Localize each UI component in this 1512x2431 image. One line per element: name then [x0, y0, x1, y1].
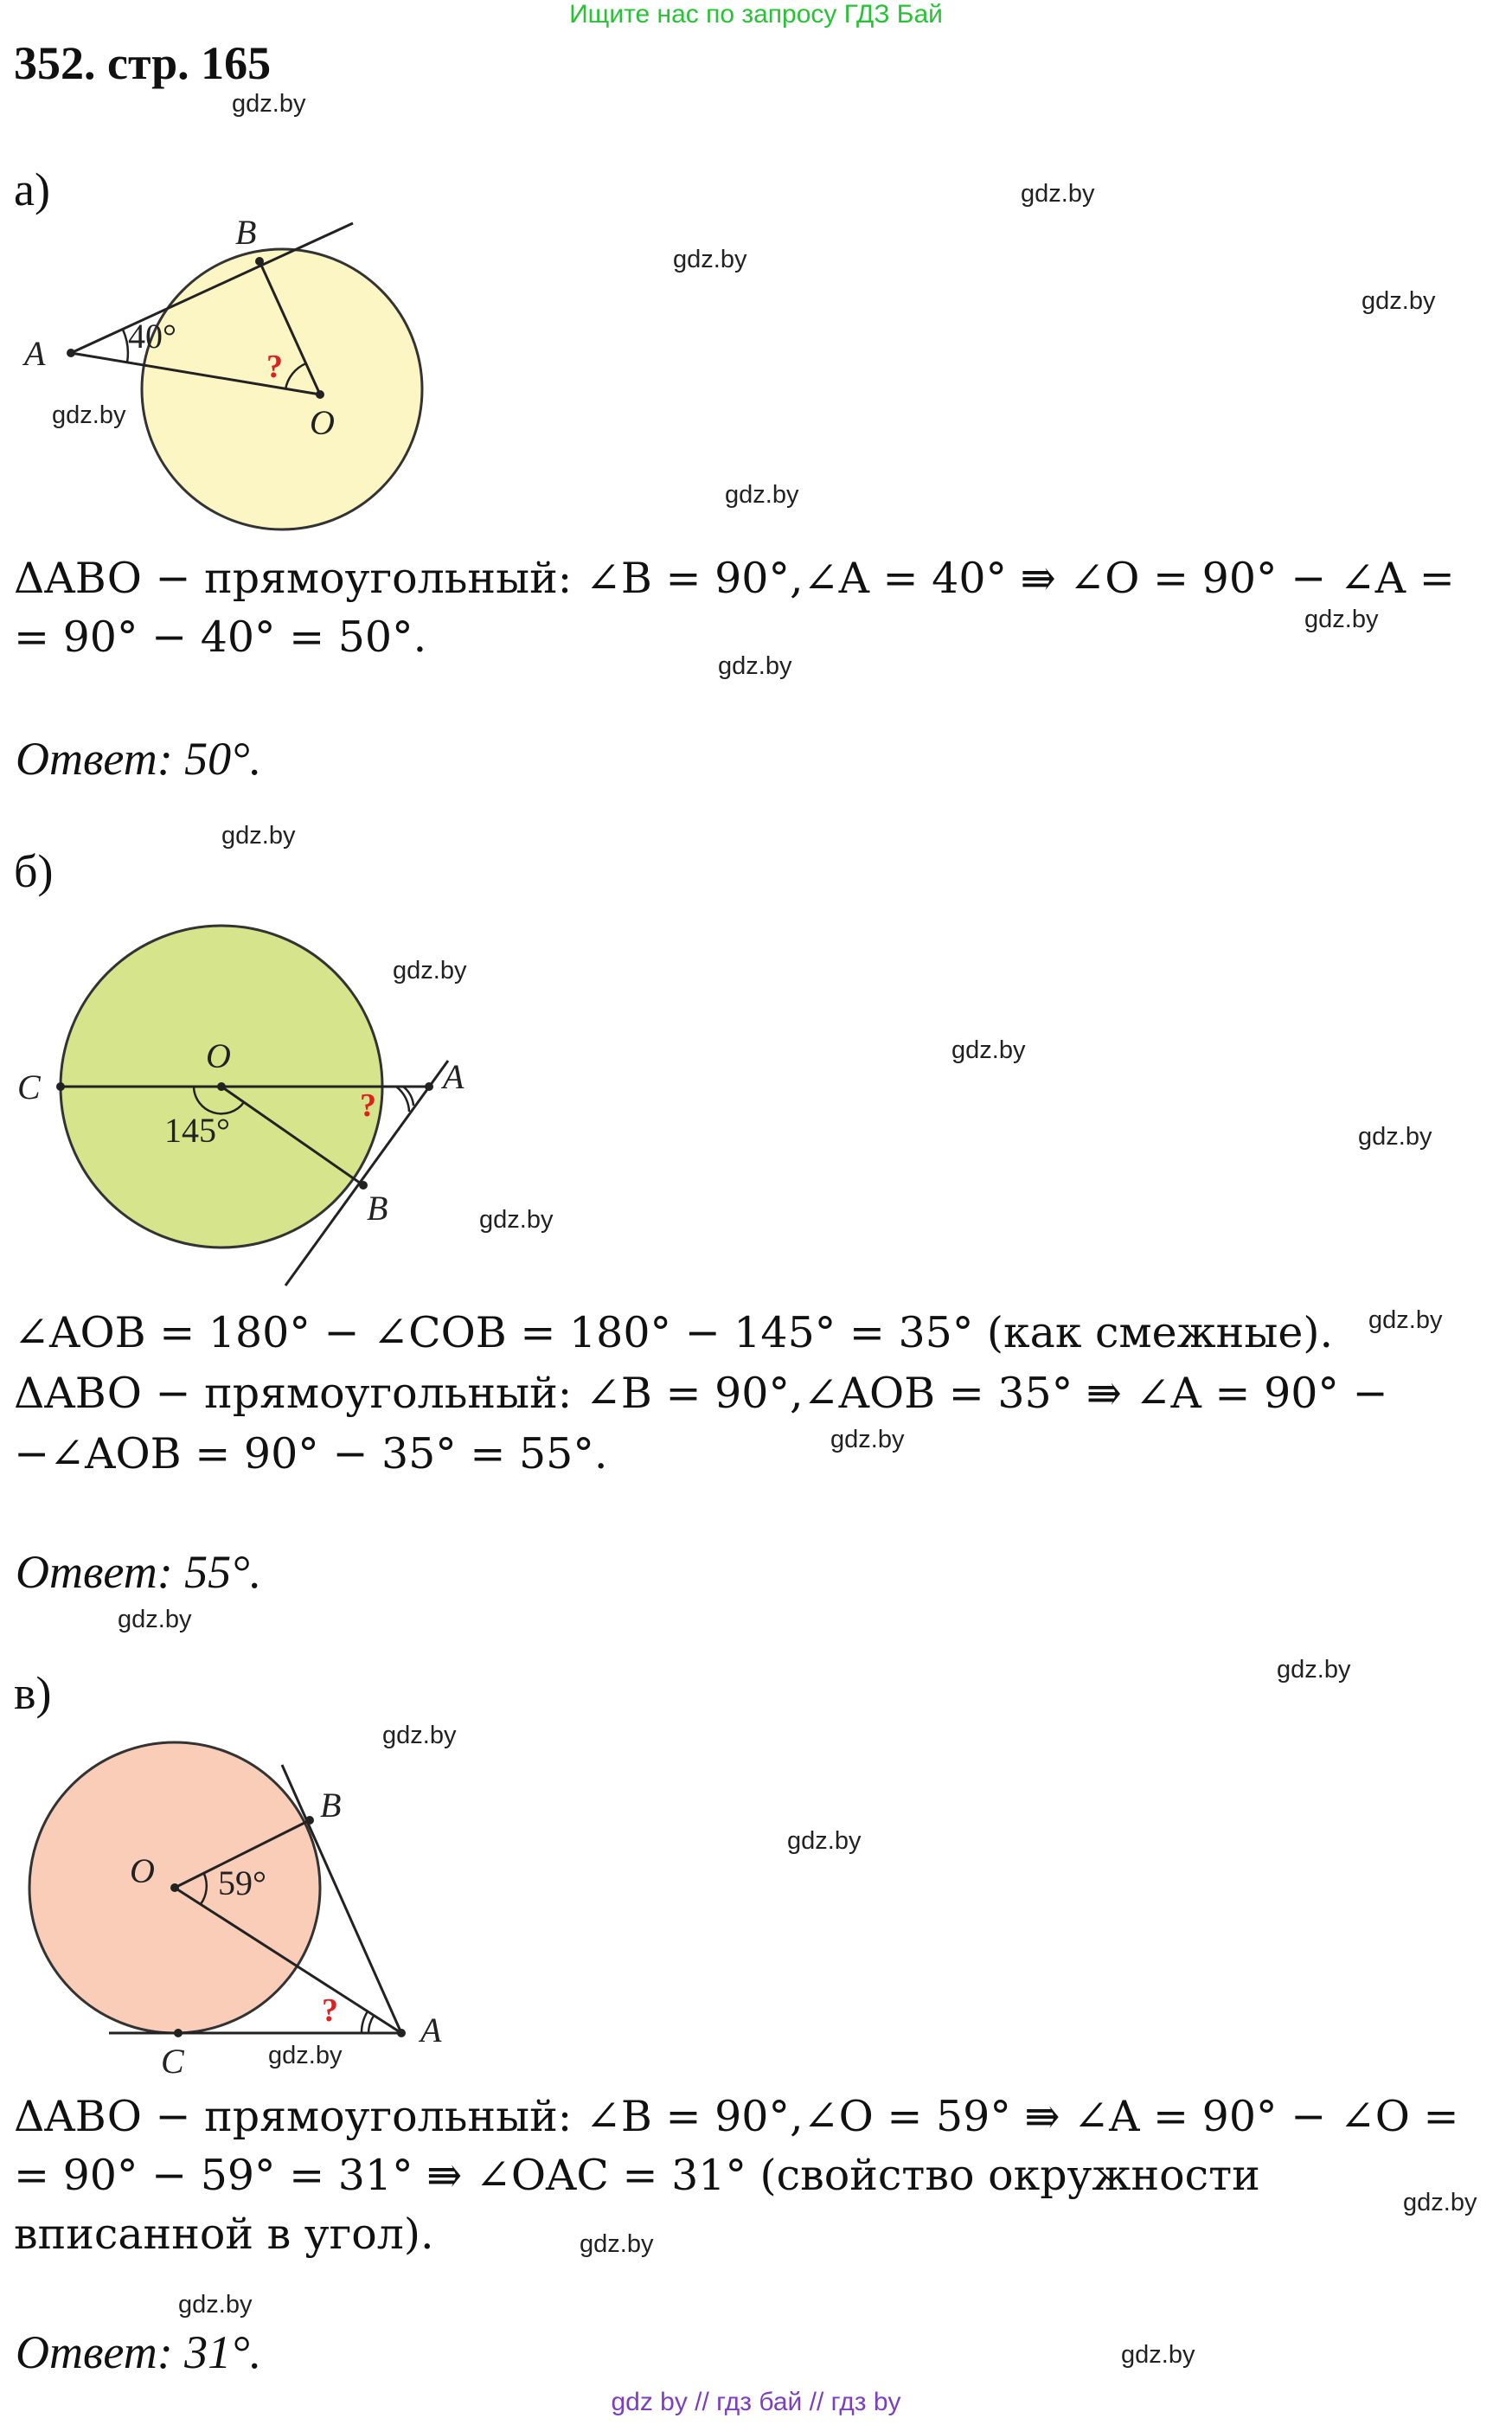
point-c	[174, 2029, 183, 2037]
figure-c	[0, 1730, 502, 2094]
label-b: B	[235, 213, 257, 252]
point-o	[316, 390, 324, 399]
unknown-angle-mark: ?	[360, 1087, 376, 1124]
solution-line: ΔABO − прямоугольный: ∠B = 90°,∠AOB = 35° ⇛ ∠A = 90° −	[14, 1369, 1388, 1418]
point-o	[217, 1082, 226, 1091]
top-banner[interactable]: Ищите нас по запросу ГДЗ Бай	[569, 0, 943, 29]
watermark: gdz.by	[1403, 2189, 1477, 2216]
angle-arc-a-1	[368, 2016, 374, 2033]
unknown-angle-mark: ?	[266, 349, 283, 385]
watermark: gdz.by	[221, 822, 296, 850]
answer-c: Ответ: 31°.	[16, 2326, 262, 2378]
solution-line: ΔABO − прямоугольный: ∠B = 90°,∠O = 59° ⇛ ∠A = 90° − ∠O =	[14, 2092, 1459, 2141]
watermark: gdz.by	[178, 2291, 253, 2319]
angle-label: 59°	[218, 1863, 266, 1902]
watermark: gdz.by	[382, 1722, 457, 1749]
label-o: O	[310, 403, 335, 442]
watermark: gdz.by	[52, 401, 126, 429]
watermark: gdz.by	[1368, 1306, 1443, 1334]
point-a	[67, 349, 75, 357]
figure-a	[0, 208, 484, 502]
angle-label: 145°	[164, 1111, 230, 1150]
label-a: A	[24, 334, 46, 373]
part-label-a: а)	[14, 164, 50, 215]
label-o: O	[206, 1036, 231, 1075]
watermark: gdz.by	[1361, 287, 1436, 315]
watermark: gdz.by	[718, 652, 792, 680]
solution-line: вписанной в угол).	[14, 2210, 434, 2259]
point-o	[170, 1883, 179, 1892]
answer-b: Ответ: 55°.	[16, 1546, 262, 1598]
point-b	[305, 1816, 314, 1825]
unknown-angle-mark: ?	[322, 1992, 338, 2029]
watermark: gdz.by	[830, 1426, 905, 1453]
label-o: O	[130, 1851, 155, 1890]
watermark: gdz.by	[479, 1206, 554, 1234]
watermark: gdz.by	[1358, 1123, 1432, 1151]
point-b	[255, 257, 264, 266]
watermark: gdz.by	[268, 2042, 343, 2069]
watermark: gdz.by	[725, 481, 799, 509]
label-a: A	[443, 1057, 464, 1096]
angle-label: 40°	[128, 317, 176, 356]
label-c: C	[17, 1068, 41, 1106]
watermark: gdz.by	[1304, 606, 1379, 633]
figure-b	[0, 900, 502, 1298]
solution-line: = 90° − 59° = 31° ⇛ ∠OAC = 31° (свойство окружности	[14, 2151, 1260, 2200]
watermark: gdz.by	[673, 246, 747, 273]
label-c: C	[161, 2042, 184, 2081]
watermark: gdz.by	[787, 1827, 862, 1855]
watermark: gdz.by	[118, 1606, 192, 1633]
watermark: gdz.by	[1021, 180, 1095, 208]
page-title: 352. стр. 165	[14, 37, 272, 89]
angle-arc-a	[123, 330, 128, 362]
angle-arc-a-2	[362, 2011, 368, 2033]
watermark: gdz.by	[1277, 1656, 1351, 1684]
watermark: gdz.by	[393, 957, 467, 985]
point-a	[397, 2029, 406, 2037]
label-b: B	[367, 1189, 388, 1228]
watermark: gdz.by	[580, 2230, 654, 2258]
watermark: gdz.by	[951, 1036, 1026, 1064]
bottom-banner[interactable]: gdz by // гдз бай // гдз by	[611, 2388, 901, 2416]
point-c	[56, 1082, 65, 1091]
watermark: gdz.by	[232, 90, 306, 118]
label-a: A	[420, 2011, 442, 2049]
part-label-c: в)	[14, 1667, 52, 1719]
solution-line: −∠AOB = 90° − 35° = 55°.	[14, 1429, 608, 1478]
answer-a: Ответ: 50°.	[16, 733, 262, 785]
label-b: B	[320, 1786, 342, 1825]
solution-line: ΔABO − прямоугольный: ∠B = 90°,∠A = 40° ⇛ ∠O = 90° − ∠A =	[14, 554, 1455, 603]
solution-line: ∠AOB = 180° − ∠COB = 180° − 145° = 35° (как смежные).	[14, 1308, 1334, 1357]
watermark: gdz.by	[1121, 2341, 1195, 2369]
solution-line: = 90° − 40° = 50°.	[14, 613, 427, 662]
point-a	[425, 1082, 433, 1091]
part-label-b: б)	[14, 845, 54, 897]
